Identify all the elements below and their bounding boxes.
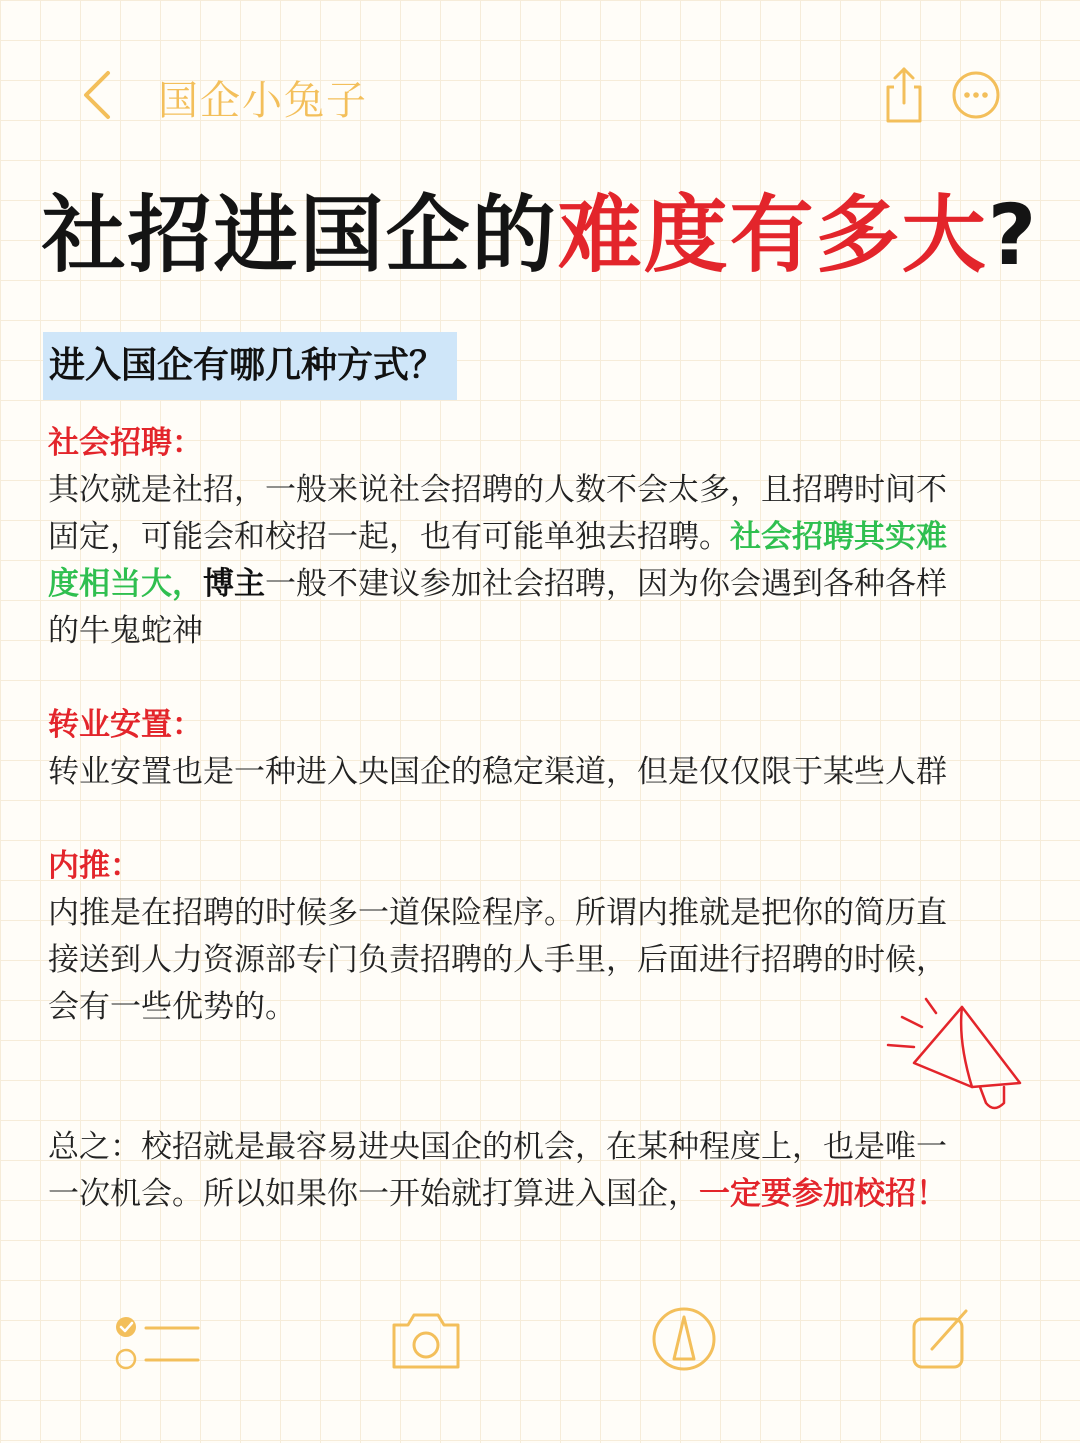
title-part-red: 难度有多大: [557, 186, 988, 284]
item-transfer-placement: [48, 702, 1028, 796]
item-social-recruitment: [48, 420, 1028, 655]
highlight-green: 社会招聘其实难: [730, 519, 947, 555]
back-chevron-icon[interactable]: [78, 67, 118, 123]
more-icon[interactable]: [950, 69, 1002, 121]
app-title: 国企小兔子: [158, 78, 368, 124]
bottom-toolbar: [0, 1305, 1080, 1385]
page-title: [0, 168, 1080, 289]
item-text-line: 转业安置也是一种进入央国企的稳定渠道，但是仅仅限于某些人群: [48, 754, 947, 790]
item-text-segment: 固定，可能会和校招一起，也有可能单独去招聘。: [48, 519, 730, 555]
item-label: 转业安置：: [48, 707, 203, 743]
summary-line: 总之：校招就是最容易进央国企的机会，在某种程度上，也是唯一: [48, 1129, 947, 1165]
item-text-segment: 一般不建议参加社会招聘，因为你会遇到各种各样: [265, 566, 947, 602]
item-text-line: 的牛鬼蛇神: [48, 613, 203, 649]
item-text-line: 其次就是社招，一般来说社会招聘的人数不会太多，且招聘时间不: [48, 472, 947, 508]
highlight-green: 度相当大，: [48, 566, 203, 602]
item-label: 社会招聘：: [48, 425, 203, 461]
summary: [48, 1124, 1028, 1218]
summary-segment: 一次机会。所以如果你一开始就打算进入国企，: [48, 1176, 699, 1212]
item-text-line: 接送到人力资源部专门负责招聘的人手里，后面进行招聘的时候，: [48, 942, 947, 978]
highlight-red: 一定要参加校招！: [699, 1176, 947, 1212]
title-part-black: 社招进国企的: [41, 186, 558, 284]
camera-icon[interactable]: [388, 1305, 464, 1373]
megaphone-icon: [880, 995, 1030, 1115]
section-heading: 进入国企有哪几种方式？: [43, 332, 457, 400]
title-question-mark: ?: [987, 186, 1039, 284]
edit-icon[interactable]: [910, 1305, 972, 1373]
compass-icon[interactable]: [650, 1305, 718, 1373]
checklist-icon[interactable]: [110, 1305, 202, 1377]
item-text-line: 内推是在招聘的时候多一道保险程序。所谓内推就是把你的简历直: [48, 895, 947, 931]
item-label: 内推：: [48, 848, 141, 884]
share-icon[interactable]: [882, 65, 926, 125]
top-bar: [0, 55, 1080, 135]
item-text-line: 会有一些优势的。: [48, 989, 296, 1025]
highlight-bold: 博主: [203, 566, 265, 602]
